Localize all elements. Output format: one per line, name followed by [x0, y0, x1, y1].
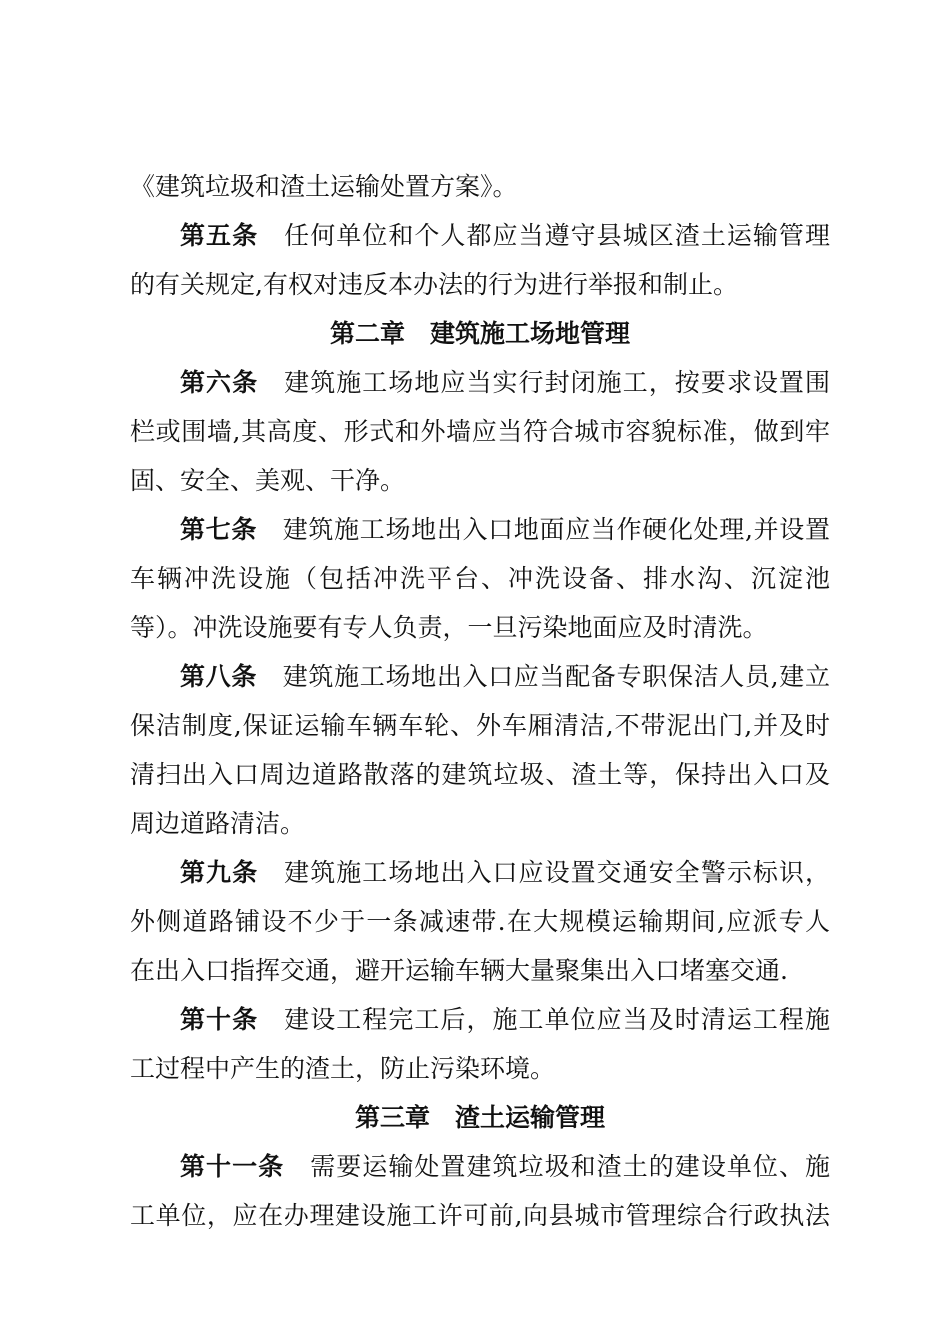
article-9-line-3: 在出入口指挥交通，避开运输车辆大量聚集出入口堵塞交通.	[130, 956, 788, 985]
article-7-line-1	[130, 505, 830, 554]
article-7-text: 建筑施工场地出入口地面应当作硬化处理,并设置	[282, 515, 830, 544]
article-11-text: 需要运输处置建筑垃圾和渣土的建设单位、施	[309, 1152, 830, 1181]
document-body	[130, 162, 830, 1240]
chapter-2-title: 建筑施工场地管理	[430, 319, 631, 348]
article-7-line-3: 等）。冲洗设施要有专人负责，一旦污染地面应及时清洗。	[130, 613, 768, 642]
article-5-heading: 第五条	[180, 221, 259, 250]
article-11-heading: 第十一条	[180, 1152, 285, 1181]
article-11-line-1	[130, 1142, 830, 1191]
article-9-text: 建筑施工场地出入口应设置交通安全警示标识，	[283, 858, 830, 887]
article-10-text: 建设工程完工后，施工单位应当及时清运工程施	[283, 1005, 830, 1034]
article-6-heading: 第六条	[180, 368, 259, 397]
article-9-line-1	[130, 848, 830, 897]
article-10-line-2: 工过程中产生的渣土，防止污染环境。	[130, 1054, 556, 1083]
chapter-2-heading	[130, 309, 830, 358]
article-8-line-1	[130, 652, 830, 701]
article-6-line-2: 栏或围墙,其高度、形式和外墙应当符合城市容貌标准，做到牢	[130, 417, 830, 446]
chapter-2-number: 第二章	[329, 319, 405, 348]
article-10-line-1	[130, 995, 830, 1044]
article-5-text: 任何单位和个人都应当遵守县城区渣土运输管理	[283, 221, 830, 250]
chapter-3-title: 渣土运输管理	[455, 1103, 606, 1132]
article-9-heading: 第九条	[180, 858, 259, 887]
article-8-text: 建筑施工场地出入口应当配备专职保洁人员,建立	[282, 662, 830, 691]
intro-line: 《建筑垃圾和渣土运输处置方案》。	[130, 172, 518, 201]
article-9-line-2: 外侧道路铺设不少于一条减速带.在大规模运输期间,应派专人	[130, 907, 830, 936]
chapter-3-number: 第三章	[354, 1103, 430, 1132]
article-6-line-1	[130, 358, 830, 407]
article-8-heading: 第八条	[180, 662, 258, 691]
article-5-line-1	[130, 211, 830, 260]
article-6-text: 建筑施工场地应当实行封闭施工，按要求设置围	[283, 368, 830, 397]
article-7-heading: 第七条	[180, 515, 258, 544]
article-8-line-2: 保洁制度,保证运输车辆车轮、外车厢清洁,不带泥出门,并及时	[130, 711, 830, 740]
article-8-line-3: 清扫出入口周边道路散落的建筑垃圾、渣土等，保持出入口及	[130, 760, 830, 789]
article-11-line-2: 工单位，应在办理建设施工许可前,向县城市管理综合行政执法	[130, 1201, 830, 1230]
article-6-line-3: 固、安全、美观、干净。	[130, 466, 406, 495]
article-5-line-2: 的有关规定,有权对违反本办法的行为进行举报和制止。	[130, 270, 738, 299]
article-8-line-4: 周边道路清洁。	[130, 809, 306, 838]
article-10-heading: 第十条	[180, 1005, 259, 1034]
chapter-3-heading	[130, 1093, 830, 1142]
article-7-line-2: 车辆冲洗设施（包括冲洗平台、冲洗设备、排水沟、沉淀池	[130, 564, 830, 593]
